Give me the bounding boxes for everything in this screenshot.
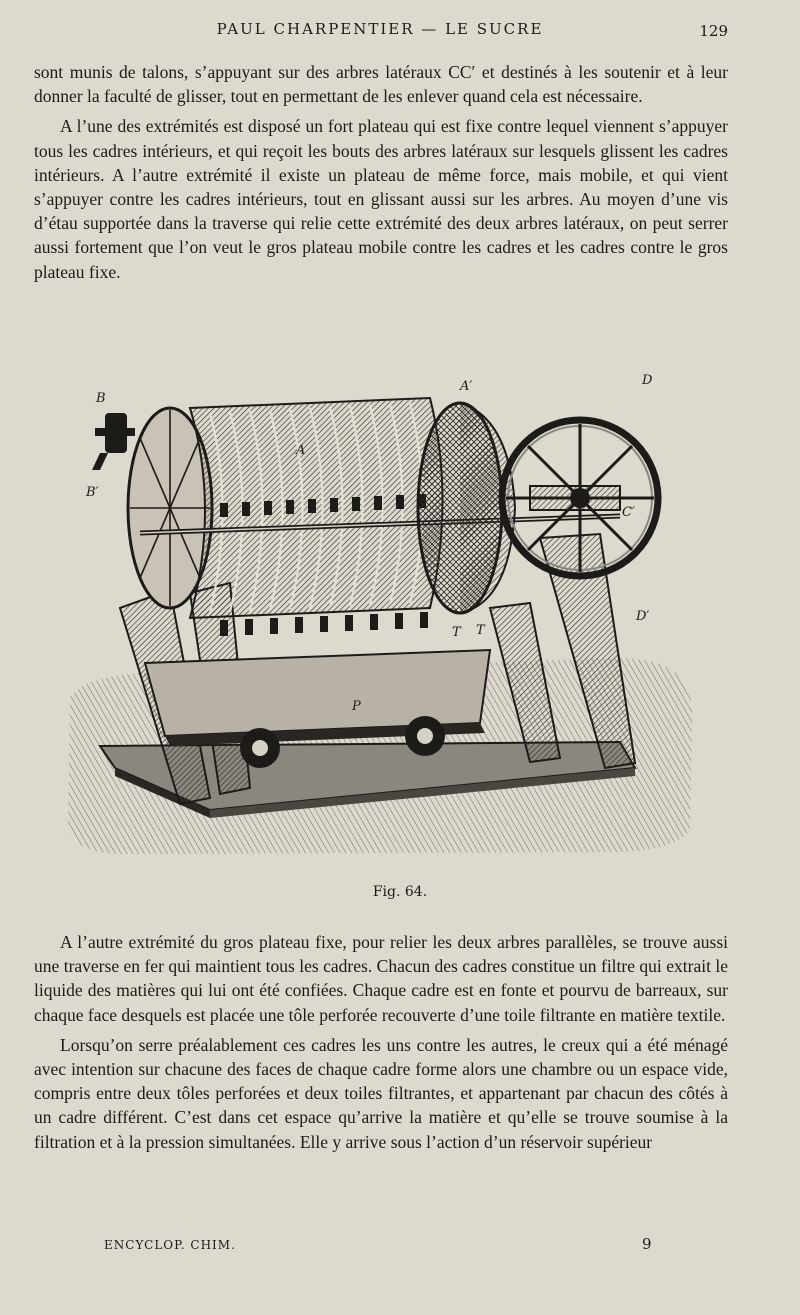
paragraph: Lorsqu’on serre préalablement ces cadres les uns contre les autres, le creux qui a été ménagé avec intention sur chacune des faces de chaque cadre forme alors une chambre ou un espace vide, compris entre deux tôles perforées et deux toiles filtrantes, et appartenant par chacun des côtés à un cadre différent. C’est dans cet espace qu’arrive la matière et qu’elle se trouve soumise à la filtration et à la pression simultanées. Elle y arrive sous l’action d’un réservoir supérieur bbox=[34, 1034, 728, 1152]
text-block-bottom bbox=[34, 930, 728, 1160]
label-A-prime: A′ bbox=[460, 379, 473, 394]
label-B-prime: B′ bbox=[86, 485, 99, 500]
inlet-valve bbox=[92, 413, 135, 470]
footer-signature-mark: 9 bbox=[642, 1235, 652, 1253]
page-number: 129 bbox=[699, 22, 728, 40]
footer-series-title: ENCYCLOP. CHIM. bbox=[104, 1238, 236, 1252]
text-block-top bbox=[34, 60, 728, 290]
filter-press-engraving bbox=[60, 358, 700, 868]
label-T: T bbox=[452, 625, 461, 640]
label-D-prime: D′ bbox=[636, 609, 650, 624]
label-A: A bbox=[296, 443, 306, 458]
label-P: P bbox=[352, 699, 361, 714]
label-B: B bbox=[96, 391, 106, 406]
paragraph: sont munis de talons, s’appuyant sur des arbres latéraux CC′ et destinés à les soutenir et à leur donner la faculté de glisser, tout en permettant de les enlever quand cela est nécessaire. bbox=[34, 62, 728, 107]
label-D: D bbox=[642, 373, 653, 388]
figure-filter-press bbox=[60, 358, 700, 868]
running-title: PAUL CHARPENTIER — LE SUCRE bbox=[216, 20, 544, 38]
label-C-prime: C′ bbox=[622, 505, 635, 520]
figure-caption: Fig. 64. bbox=[372, 884, 428, 900]
label-T-second: T bbox=[476, 623, 485, 638]
paragraph: A l’autre extrémité du gros plateau fixe, pour relier les deux arbres parallèles, se trouve aussi une traverse en fer qui maintient tous les cadres. Chacun des cadres constitue un filtre qui extrait le liquide des matières qui lui ont été confiées. Chaque cadre est en fonte et pourvu de barreaux, sur chaque face desquels est placée une tôle perforée recouverte d’une toile filtrante en matière textile. bbox=[34, 932, 728, 1025]
paragraph: A l’une des extrémités est disposé un fort plateau qui est fixe contre lequel viennent s’appuyer tous les cadres intérieurs, et qui reçoit les bouts des arbres latéraux sur lesquels glissent les cadres intérieurs. A l’autre extrémité il existe un plateau de même force, mais mobile, et qui vient s’appuyer contre les cadres intérieurs, tout en glissant aussi sur les arbres. Au moyen d’une vis d’étau supportée dans la traverse qui relie cette extrémité des deux arbres latéraux, on peut serrer aussi fortement que l’on veut le gros plateau mobile contre les cadres et les cadres contre le gros plateau fixe. bbox=[34, 116, 728, 282]
